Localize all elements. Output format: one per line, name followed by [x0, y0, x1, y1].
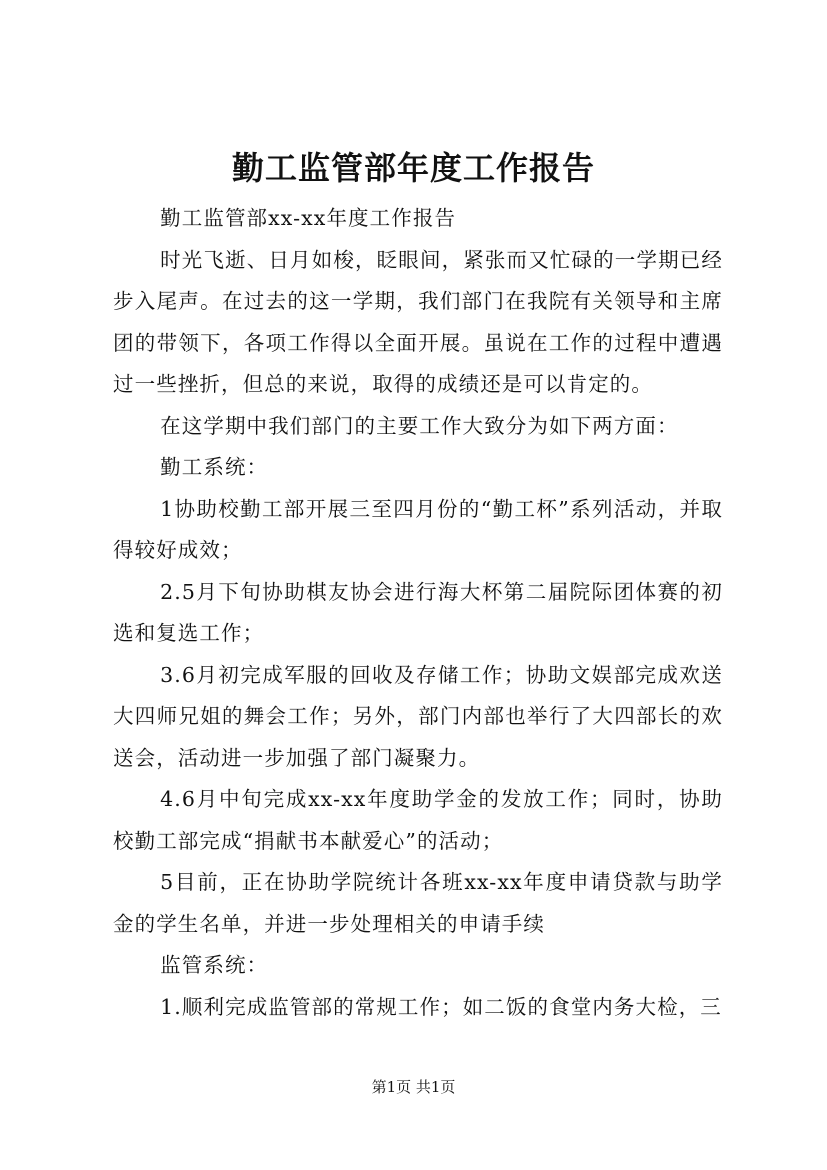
list-item: 1.顺利完成监管部的常规工作；如二饭的食堂内务大检，三 [160, 994, 722, 1019]
list-item: 3.6月初完成军服的回收及存储工作；协助文娱部完成欢送大四师兄姐的舞会工作；另外，部门内部也举行了大四部长的欢送会，活动进一步加强了部门凝聚力。 [113, 662, 723, 770]
list-item: 2.5月下旬协助棋友协会进行海大杯第二届院际团体赛的初选和复选工作； [113, 579, 723, 645]
list-item: 1协助校勤工部开展三至四月份的“勤工杯”系列活动，并取得较好成效； [113, 496, 723, 562]
document-body [113, 198, 723, 1028]
paragraph-subtitle: 勤工监管部xx-xx年度工作报告 [160, 206, 457, 230]
document-title: 勤工监管部年度工作报告 [231, 149, 595, 187]
section-heading-qingong: 勤工系统： [160, 455, 269, 479]
page-footer: 第1页 共1页 [371, 1078, 456, 1096]
list-item: 4.6月中旬完成xx-xx年度助学金的发放工作；同时，协助校勤工部完成“捐献书本献爱心”的活动； [113, 787, 723, 853]
paragraph-overview: 在这学期中我们部门的主要工作大致分为如下两方面： [160, 413, 679, 438]
paragraph-intro: 时光飞逝、日月如梭，眨眼间，紧张而又忙碌的一学期已经步入尾声。在过去的这一学期，我们部门在我院有关领导和主席团的带领下，各项工作得以全面开展。虽说在工作的过程中遭遇过一些挫折，但总的来说，取得的成绩还是可以肯定的。 [113, 247, 723, 396]
section-heading-jianguan: 监管系统： [160, 953, 269, 977]
list-item: 5目前，正在协助学院统计各班xx-xx年度申请贷款与助学金的学生名单，并进一步处理相关的申请手续 [113, 870, 723, 936]
